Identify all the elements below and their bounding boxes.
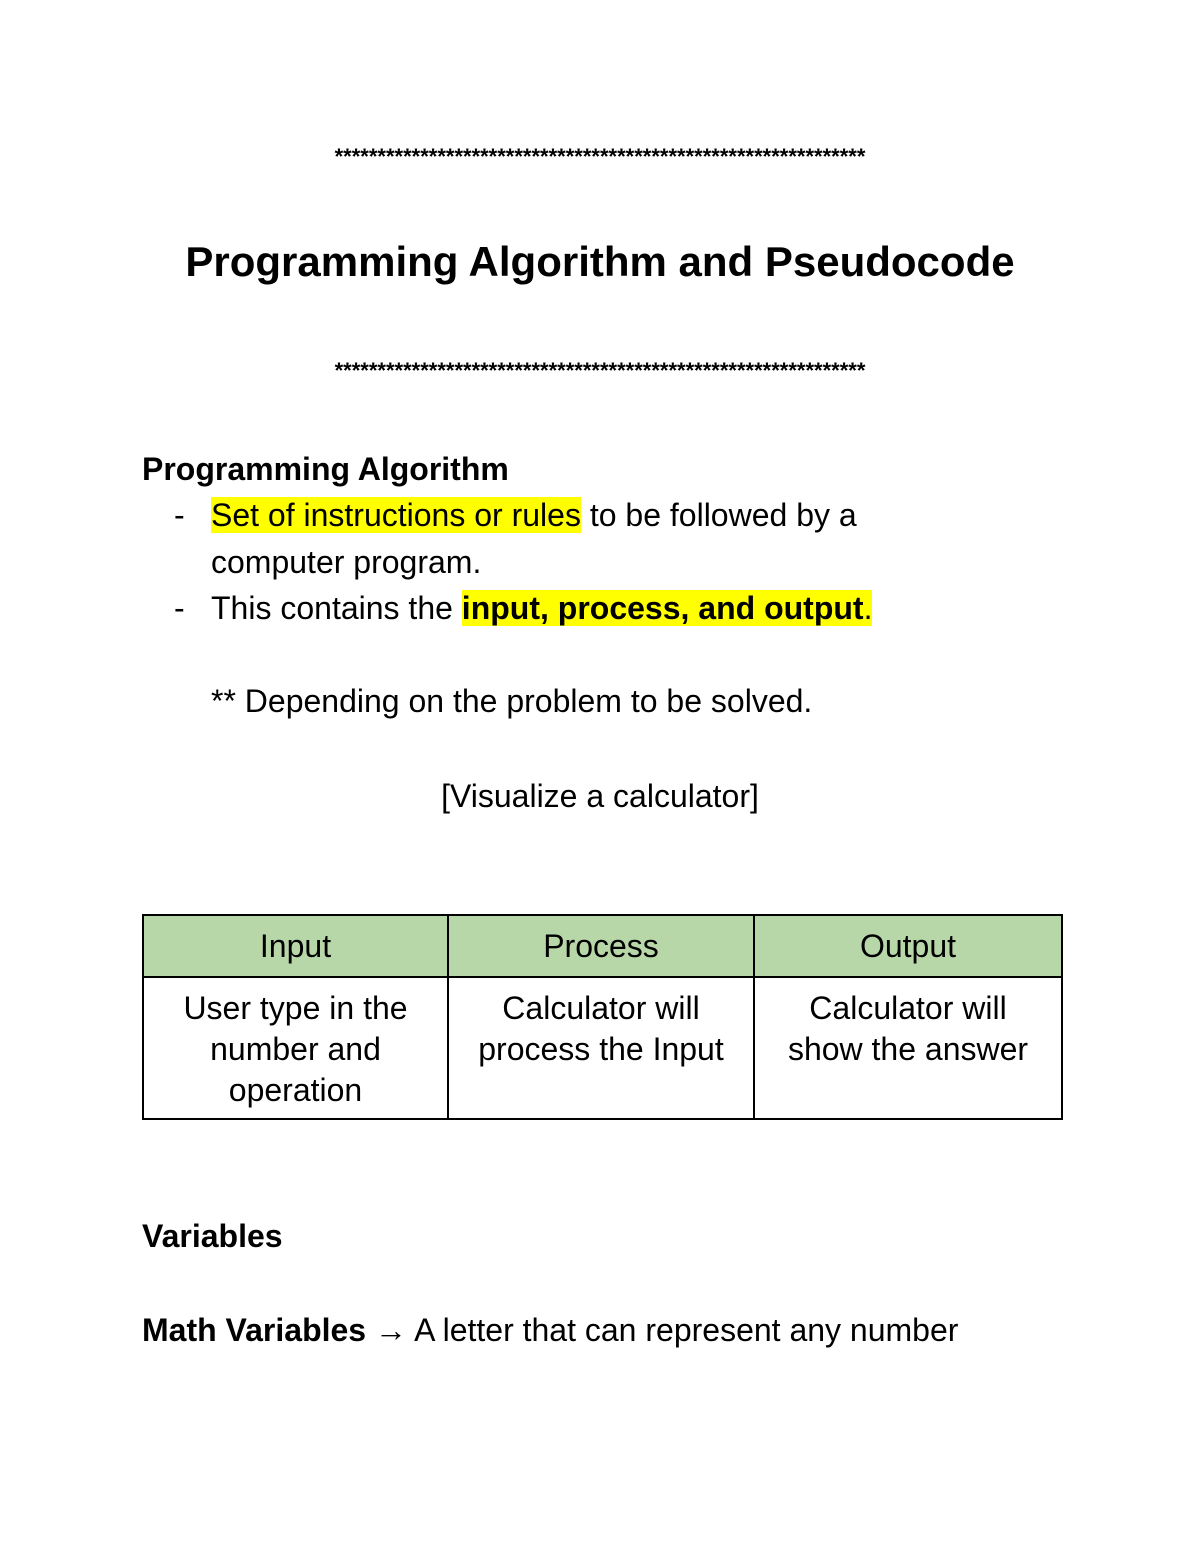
bullet-1-line-1 [211,492,857,538]
note-text: ** Depending on the problem to be solved. [211,683,813,719]
bullet-dash-1: - [174,497,185,533]
table-cell-output [754,977,1062,1119]
ipo-table [142,914,1063,1120]
visualize-text: [Visualize a calculator] [441,778,759,814]
table-header-input: Input [143,915,448,977]
math-variables-line [142,1307,958,1353]
bullet-2-highlight: input, process, and output [461,590,864,626]
math-variables-label: Math Variables [142,1312,367,1348]
table-header-output: Output [754,915,1062,977]
table-header-process: Process [448,915,754,977]
cell-line: process the Input [478,1031,724,1067]
table-header-row [143,915,1062,977]
bullet-dash-2: - [174,590,185,626]
cell-line: User type in the [183,990,408,1026]
cell-line: Calculator will [809,990,1007,1026]
cell-line: Calculator will [502,990,700,1026]
bullet-1-rest: to be followed by a [580,497,857,533]
table-cell-process [448,977,754,1119]
section-heading-variables: Variables [142,1218,283,1254]
bullet-1-highlight: Set of instructions or rules [211,497,581,533]
page-title: Programming Algorithm and Pseudocode [185,238,1015,285]
math-variables-definition: A letter that can represent any number [406,1312,959,1348]
cell-line: number and [210,1031,381,1067]
cell-line: operation [228,1072,363,1108]
bullet-2-suffix: . [863,590,873,626]
section-heading-algorithm: Programming Algorithm [142,451,509,487]
table-cell-input [143,977,448,1119]
cell-line: show the answer [787,1031,1029,1067]
star-divider-bottom: ************************************************************** [334,358,866,383]
bullet-2-prefix: This contains the [211,590,462,626]
star-divider-top: ************************************************************** [334,144,866,169]
bullet-2-line [211,585,872,631]
arrow-icon: → [374,1312,407,1348]
bullet-1-line-2: computer program. [211,544,482,580]
table-row [143,977,1062,1119]
